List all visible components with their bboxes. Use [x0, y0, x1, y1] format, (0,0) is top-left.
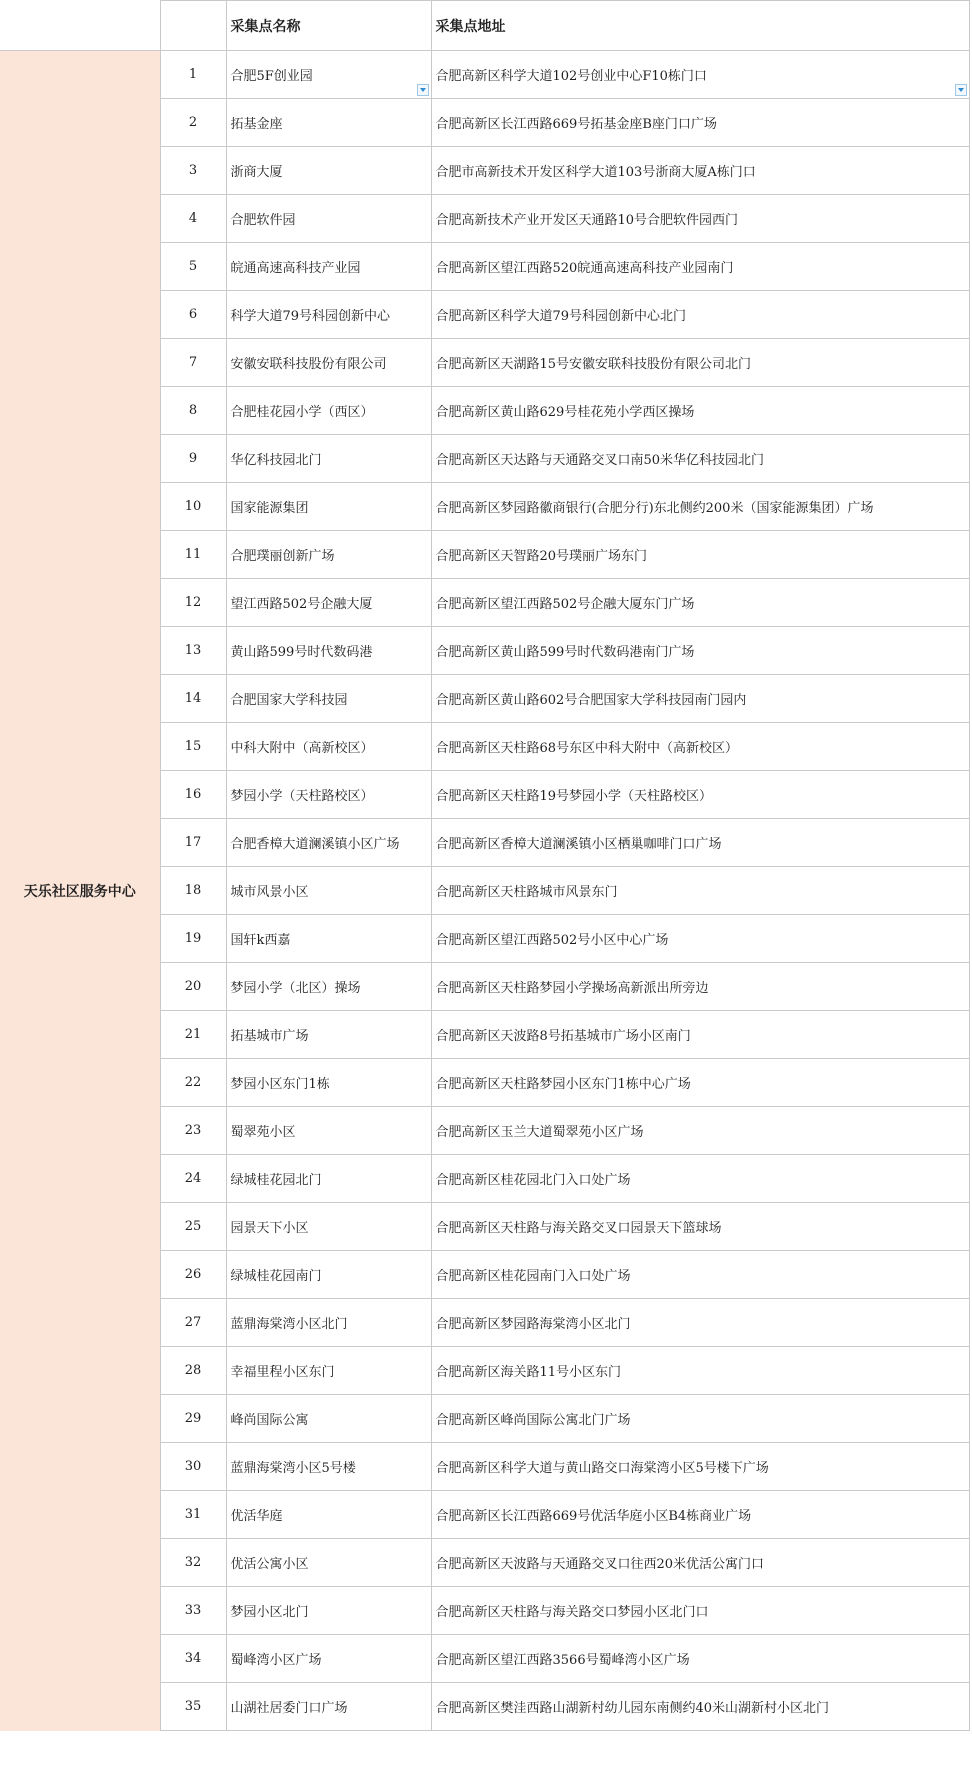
address-column-header[interactable]: 采集点地址: [431, 1, 969, 51]
row-number-cell[interactable]: 4: [160, 195, 226, 243]
point-name-cell[interactable]: [226, 1155, 431, 1203]
point-address-cell[interactable]: [431, 867, 969, 915]
point-address-cell[interactable]: [431, 99, 969, 147]
point-name-text: 望江西路502号企融大厦: [230, 597, 373, 612]
point-address-cell[interactable]: [431, 1587, 969, 1635]
point-address-text: 合肥市高新技术开发区科学大道103号浙商大厦A栋门口: [435, 165, 756, 180]
point-address-text: 合肥高新区海关路11号小区东门: [435, 1365, 622, 1380]
point-name-cell[interactable]: [226, 675, 431, 723]
row-number-cell[interactable]: 30: [160, 1443, 226, 1491]
dropdown-triangle-icon: [420, 88, 426, 92]
row-number-cell[interactable]: 25: [160, 1203, 226, 1251]
point-address-text: 合肥高新区科学大道与黄山路交口海棠湾小区5号楼下广场: [435, 1461, 769, 1476]
point-address-text: 合肥高新区天柱路与海关路交口梦园小区北门口: [435, 1605, 709, 1620]
point-name-text: 华亿科技园北门: [230, 453, 322, 468]
point-address-text: 合肥高新区天波路8号拓基城市广场小区南门: [435, 1029, 691, 1044]
num-header-cell: [160, 1, 226, 51]
row-number-cell[interactable]: 6: [160, 291, 226, 339]
row-number-cell[interactable]: 3: [160, 147, 226, 195]
point-name-text: 绿城桂花园南门: [230, 1269, 322, 1284]
row-number-cell[interactable]: 9: [160, 435, 226, 483]
point-address-cell[interactable]: [431, 1107, 969, 1155]
point-name-cell[interactable]: [226, 1539, 431, 1587]
point-address-text: 合肥高新区峰尚国际公寓北门广场: [435, 1413, 631, 1428]
row-number-cell[interactable]: 29: [160, 1395, 226, 1443]
point-address-text: 合肥高新区科学大道102号创业中心F10栋门口: [435, 69, 707, 84]
point-address-text: 合肥高新区桂花园南门入口处广场: [435, 1269, 631, 1284]
point-address-text: 合肥高新区科学大道79号科园创新中心北门: [435, 309, 687, 324]
point-name-text: 蓝鼎海棠湾小区5号楼: [230, 1461, 356, 1476]
point-name-text: 蜀峰湾小区广场: [230, 1653, 322, 1668]
point-name-text: 城市风景小区: [230, 885, 309, 900]
point-name-cell[interactable]: [226, 819, 431, 867]
point-name-cell[interactable]: [226, 1299, 431, 1347]
point-address-text: 合肥高新区长江西路669号拓基金座B座门口广场: [435, 117, 717, 132]
row-number-cell[interactable]: 12: [160, 579, 226, 627]
point-name-cell[interactable]: [226, 195, 431, 243]
row-number-cell[interactable]: 15: [160, 723, 226, 771]
point-name-cell[interactable]: [226, 291, 431, 339]
row-number-cell[interactable]: 11: [160, 531, 226, 579]
point-address-cell[interactable]: [431, 243, 969, 291]
point-address-cell[interactable]: [431, 1155, 969, 1203]
point-name-text: 蜀翠苑小区: [230, 1125, 296, 1140]
point-name-text: 幸福里程小区东门: [230, 1365, 335, 1380]
point-address-cell[interactable]: [431, 1491, 969, 1539]
row-number-cell[interactable]: 8: [160, 387, 226, 435]
header-row: [0, 1, 969, 51]
point-name-cell[interactable]: [226, 99, 431, 147]
row-number-cell[interactable]: 24: [160, 1155, 226, 1203]
point-name-text: 峰尚国际公寓: [230, 1413, 309, 1428]
point-name-cell[interactable]: [226, 1347, 431, 1395]
point-name-cell[interactable]: [226, 723, 431, 771]
point-address-text: 合肥高新区天柱路城市风景东门: [435, 885, 618, 900]
point-name-text: 合肥香樟大道澜溪镇小区广场: [230, 837, 400, 852]
point-name-text: 合肥5F创业园: [230, 69, 313, 84]
point-address-cell[interactable]: [431, 675, 969, 723]
row-number-cell[interactable]: 10: [160, 483, 226, 531]
point-address-text: 合肥高新区黄山路629号桂花苑小学西区操场: [435, 405, 695, 420]
point-name-cell[interactable]: [226, 1107, 431, 1155]
point-name-cell[interactable]: [226, 1587, 431, 1635]
point-address-cell[interactable]: [431, 1011, 969, 1059]
point-name-text: 国轩k西嘉: [230, 933, 291, 948]
address-filter-dropdown-icon[interactable]: [955, 84, 967, 96]
point-name-cell[interactable]: [226, 243, 431, 291]
point-name-text: 中科大附中（高新校区）: [230, 741, 374, 756]
point-address-cell[interactable]: [431, 1539, 969, 1587]
point-address-text: 合肥高新区望江西路502号小区中心广场: [435, 933, 669, 948]
name-column-header[interactable]: 采集点名称: [226, 1, 431, 51]
point-address-text: 合肥高新技术产业开发区天通路10号合肥软件园西门: [435, 213, 739, 228]
point-address-cell[interactable]: [431, 1203, 969, 1251]
point-name-text: 绿城桂花园北门: [230, 1173, 322, 1188]
service-center-group-cell[interactable]: 天乐社区服务中心: [0, 51, 160, 1731]
point-address-text: 合肥高新区香樟大道澜溪镇小区栖巢咖啡门口广场: [435, 837, 722, 852]
point-name-text: 优活华庭: [230, 1509, 283, 1524]
point-address-cell[interactable]: [431, 1443, 969, 1491]
point-name-cell[interactable]: [226, 1011, 431, 1059]
point-address-cell[interactable]: [431, 915, 969, 963]
point-name-cell[interactable]: [226, 531, 431, 579]
name-filter-dropdown-icon[interactable]: [417, 84, 429, 96]
row-number-cell[interactable]: 35: [160, 1683, 226, 1731]
point-name-text: 优活公寓小区: [230, 1557, 309, 1572]
point-name-text: 山湖社居委门口广场: [230, 1701, 348, 1716]
point-name-cell[interactable]: [226, 1395, 431, 1443]
row-number-cell[interactable]: 1: [160, 51, 226, 99]
row-number-cell[interactable]: 17: [160, 819, 226, 867]
row-number-cell[interactable]: 23: [160, 1107, 226, 1155]
point-address-cell[interactable]: [431, 1251, 969, 1299]
point-name-text: 合肥国家大学科技园: [230, 693, 348, 708]
point-name-cell[interactable]: [226, 915, 431, 963]
point-name-cell[interactable]: [226, 147, 431, 195]
point-name-cell[interactable]: [226, 1635, 431, 1683]
row-number-cell[interactable]: 32: [160, 1539, 226, 1587]
point-name-cell[interactable]: [226, 1491, 431, 1539]
point-name-text: 拓基城市广场: [230, 1029, 309, 1044]
point-address-cell[interactable]: [431, 579, 969, 627]
point-name-cell[interactable]: [226, 51, 431, 99]
point-address-text: 合肥高新区天波路与天通路交叉口往西20米优活公寓门口: [435, 1557, 765, 1572]
point-address-cell[interactable]: [431, 435, 969, 483]
point-address-text: 合肥高新区玉兰大道蜀翠苑小区广场: [435, 1125, 644, 1140]
point-name-text: 合肥桂花园小学（西区）: [230, 405, 374, 420]
point-name-cell[interactable]: [226, 483, 431, 531]
point-address-text: 合肥高新区黄山路599号时代数码港南门广场: [435, 645, 695, 660]
row-number-cell[interactable]: 27: [160, 1299, 226, 1347]
corner-cell: [0, 1, 160, 51]
point-address-cell[interactable]: [431, 1395, 969, 1443]
row-number-cell[interactable]: 7: [160, 339, 226, 387]
point-address-text: 合肥高新区梦园路徽商银行(合肥分行)东北侧约200米（国家能源集团）广场: [435, 501, 874, 516]
row-number-cell[interactable]: 16: [160, 771, 226, 819]
point-address-cell[interactable]: [431, 387, 969, 435]
point-address-text: 合肥高新区桂花园北门入口处广场: [435, 1173, 631, 1188]
point-name-cell[interactable]: [226, 1683, 431, 1731]
row-number-cell[interactable]: 34: [160, 1635, 226, 1683]
point-address-cell[interactable]: [431, 483, 969, 531]
point-address-cell[interactable]: [431, 195, 969, 243]
point-name-cell[interactable]: [226, 1203, 431, 1251]
point-name-text: 浙商大厦: [230, 165, 283, 180]
point-address-cell[interactable]: [431, 51, 969, 99]
point-address-text: 合肥高新区梦园路海棠湾小区北门: [435, 1317, 631, 1332]
point-address-text: 合肥高新区天柱路68号东区中科大附中（高新校区）: [435, 741, 739, 756]
point-name-cell[interactable]: [226, 435, 431, 483]
row-number-cell[interactable]: 19: [160, 915, 226, 963]
row-number-cell[interactable]: 28: [160, 1347, 226, 1395]
point-address-cell[interactable]: [431, 771, 969, 819]
point-name-text: 皖通高速高科技产业园: [230, 261, 361, 276]
point-address-text: 合肥高新区天柱路与海关路交叉口园景天下篮球场: [435, 1221, 722, 1236]
point-name-cell[interactable]: [226, 1443, 431, 1491]
point-name-cell[interactable]: [226, 339, 431, 387]
point-address-text: 合肥高新区天智路20号璞丽广场东门: [435, 549, 648, 564]
point-name-cell[interactable]: [226, 1251, 431, 1299]
point-address-cell[interactable]: [431, 531, 969, 579]
point-address-text: 合肥高新区望江西路502号企融大厦东门广场: [435, 597, 695, 612]
row-number-cell[interactable]: 33: [160, 1587, 226, 1635]
row-number-cell[interactable]: 13: [160, 627, 226, 675]
point-address-cell[interactable]: [431, 1059, 969, 1107]
point-address-text: 合肥高新区天达路与天通路交叉口南50米华亿科技园北门: [435, 453, 765, 468]
dropdown-triangle-icon: [958, 88, 964, 92]
point-name-text: 梦园小区东门1栋: [230, 1077, 330, 1092]
point-address-text: 合肥高新区望江西路3566号蜀峰湾小区广场: [435, 1653, 690, 1668]
row-number-cell[interactable]: 18: [160, 867, 226, 915]
point-address-text: 合肥高新区长江西路669号优活华庭小区B4栋商业广场: [435, 1509, 752, 1524]
point-name-text: 安徽安联科技股份有限公司: [230, 357, 387, 372]
row-number-cell[interactable]: 14: [160, 675, 226, 723]
point-address-text: 合肥高新区樊洼西路山湖新村幼儿园东南侧约40米山湖新村小区北门: [435, 1701, 830, 1716]
point-name-text: 梦园小区北门: [230, 1605, 309, 1620]
point-address-text: 合肥高新区望江西路520皖通高速高科技产业园南门: [435, 261, 734, 276]
point-name-text: 拓基金座: [230, 117, 283, 132]
row-number-cell[interactable]: 31: [160, 1491, 226, 1539]
point-address-cell[interactable]: [431, 627, 969, 675]
point-name-cell[interactable]: [226, 867, 431, 915]
point-address-cell[interactable]: [431, 1347, 969, 1395]
point-address-cell[interactable]: [431, 1683, 969, 1731]
table-row: [0, 51, 969, 99]
point-name-text: 合肥软件园: [230, 213, 296, 228]
point-name-text: 国家能源集团: [230, 501, 309, 516]
point-name-text: 梦园小学（北区）操场: [230, 981, 361, 996]
point-name-text: 蓝鼎海棠湾小区北门: [230, 1317, 348, 1332]
point-name-cell[interactable]: [226, 627, 431, 675]
row-number-cell[interactable]: 20: [160, 963, 226, 1011]
point-name-cell[interactable]: [226, 387, 431, 435]
point-address-cell[interactable]: [431, 1635, 969, 1683]
point-name-text: 梦园小学（天柱路校区）: [230, 789, 374, 804]
row-number-cell[interactable]: 21: [160, 1011, 226, 1059]
point-name-cell[interactable]: [226, 1059, 431, 1107]
point-name-cell[interactable]: [226, 963, 431, 1011]
point-name-text: 黄山路599号时代数码港: [230, 645, 373, 660]
point-address-cell[interactable]: [431, 1299, 969, 1347]
point-address-text: 合肥高新区天柱路梦园小区东门1栋中心广场: [435, 1077, 691, 1092]
point-name-text: 合肥璞丽创新广场: [230, 549, 335, 564]
point-address-cell[interactable]: [431, 147, 969, 195]
row-number-cell[interactable]: 5: [160, 243, 226, 291]
point-address-cell[interactable]: [431, 819, 969, 867]
point-address-cell[interactable]: [431, 339, 969, 387]
point-name-text: 科学大道79号科园创新中心: [230, 309, 391, 324]
row-number-cell[interactable]: 26: [160, 1251, 226, 1299]
point-address-cell[interactable]: [431, 723, 969, 771]
point-address-cell[interactable]: [431, 291, 969, 339]
point-name-cell[interactable]: [226, 771, 431, 819]
row-number-cell[interactable]: 2: [160, 99, 226, 147]
point-address-text: 合肥高新区天柱路梦园小学操场高新派出所旁边: [435, 981, 709, 996]
point-address-text: 合肥高新区天柱路19号梦园小学（天柱路校区）: [435, 789, 713, 804]
point-name-text: 园景天下小区: [230, 1221, 309, 1236]
point-address-text: 合肥高新区黄山路602号合肥国家大学科技园南门园内: [435, 693, 747, 708]
point-address-cell[interactable]: [431, 963, 969, 1011]
point-address-text: 合肥高新区天湖路15号安徽安联科技股份有限公司北门: [435, 357, 752, 372]
point-name-cell[interactable]: [226, 579, 431, 627]
row-number-cell[interactable]: 22: [160, 1059, 226, 1107]
